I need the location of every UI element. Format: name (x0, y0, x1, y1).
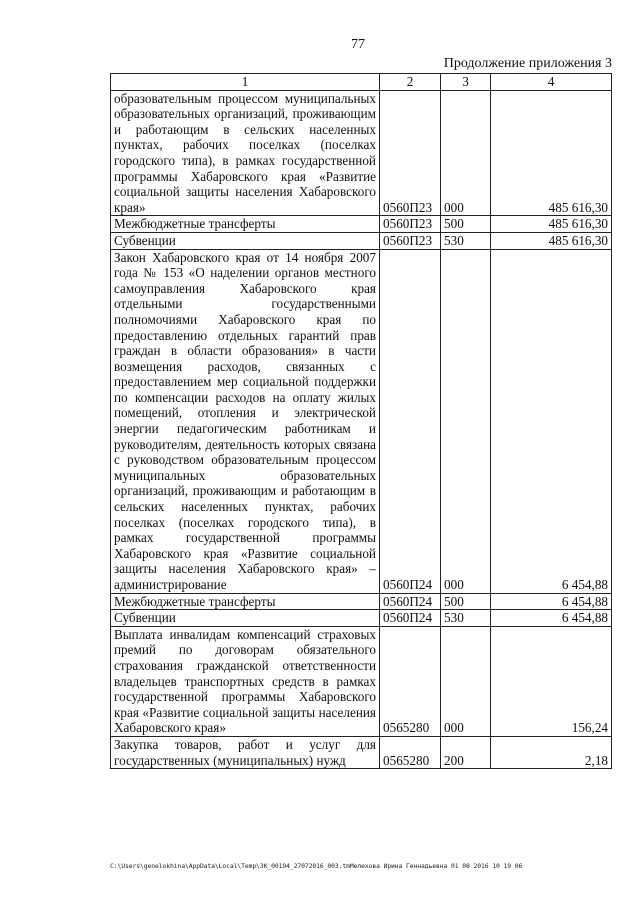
row-name: Субвенции (111, 232, 380, 249)
row-expense-type: 530 (441, 610, 491, 627)
row-amount: 156,24 (491, 626, 612, 736)
row-name: Закупка товаров, работ и услуг для государственных (муниципальных) нужд (111, 736, 380, 768)
row-amount: 485 616,30 (491, 232, 612, 249)
row-amount: 2,18 (491, 736, 612, 768)
row-amount: 6 454,88 (491, 610, 612, 627)
table-row (111, 736, 612, 768)
row-expense-type: 500 (441, 216, 491, 233)
row-amount: 6 454,88 (491, 249, 612, 593)
row-name: Межбюджетные трансферты (111, 593, 380, 610)
table-header-row (111, 74, 612, 91)
file-path-footer: C:\Users\genelokhina\AppData\Local\Temp\ЗК_00194_27072016_003.tmМелехова Ирина Геннадьевна 01 08 2016 10 19 06 (110, 862, 523, 870)
row-expense-type: 000 (441, 90, 491, 216)
row-target-code: 0560П24 (380, 593, 441, 610)
row-target-code: 0560П24 (380, 249, 441, 593)
table-row (111, 232, 612, 249)
row-target-code: 0565280 (380, 626, 441, 736)
table-row (111, 249, 612, 593)
column-header-2: 2 (380, 74, 441, 91)
row-expense-type: 530 (441, 232, 491, 249)
row-name: Межбюджетные трансферты (111, 216, 380, 233)
row-target-code: 0565280 (380, 736, 441, 768)
page-number: 77 (351, 37, 365, 52)
row-target-code: 0560П23 (380, 232, 441, 249)
row-target-code: 0560П24 (380, 610, 441, 627)
table-row (111, 610, 612, 627)
budget-table (110, 73, 612, 769)
row-name: образовательным процессом муниципальных образовательных организаций, проживающим и работающим в сельских населенных пунктах, рабочих поселках (поселках городского типа), в рамках государственной программы Хабаровского края «Развитие социальной защиты населения Хабаровского края» (111, 90, 380, 216)
row-name: Закон Хабаровского края от 14 ноября 2007 года № 153 «О наделении органов местного самоуправления Хабаровского края отдельными государственными полномочиями Хабаровского края по предоставлению отдельных гарантий прав граждан в области образования» в части возмещения расходов, связанных с предоставлением мер социальной поддержки по компенсации расходов на оплату жилых помещений, отопления и электрической энергии педагогическим работникам и руководителям, деятельность которых связана с руководством образовательным процессом муниципальных образовательных организаций, проживающим и работающим в сельских населенных пунктах, рабочих поселках (поселках городского типа), в рамках государственной программы Хабаровского края «Развитие социальной защиты населения Хабаровского края» – администрирование (111, 249, 380, 593)
row-expense-type: 000 (441, 626, 491, 736)
row-target-code: 0560П23 (380, 90, 441, 216)
row-expense-type: 000 (441, 249, 491, 593)
column-header-3: 3 (441, 74, 491, 91)
table-row (111, 593, 612, 610)
table-row (111, 90, 612, 216)
table-row (111, 626, 612, 736)
row-name: Субвенции (111, 610, 380, 627)
row-expense-type: 500 (441, 593, 491, 610)
table-row (111, 216, 612, 233)
row-expense-type: 200 (441, 736, 491, 768)
row-amount: 6 454,88 (491, 593, 612, 610)
row-amount: 485 616,30 (491, 216, 612, 233)
continuation-label: Продолжение приложения 3 (443, 56, 612, 71)
row-amount: 485 616,30 (491, 90, 612, 216)
row-target-code: 0560П23 (380, 216, 441, 233)
column-header-1: 1 (111, 74, 380, 91)
column-header-4: 4 (491, 74, 612, 91)
row-name: Выплата инвалидам компенсаций страховых премий по договорам обязательного страхования гражданской ответственности владельцев транспортных средств в рамках государственной программы Хабаровского края «Развитие социальной защиты населения Хабаровского края» (111, 626, 380, 736)
